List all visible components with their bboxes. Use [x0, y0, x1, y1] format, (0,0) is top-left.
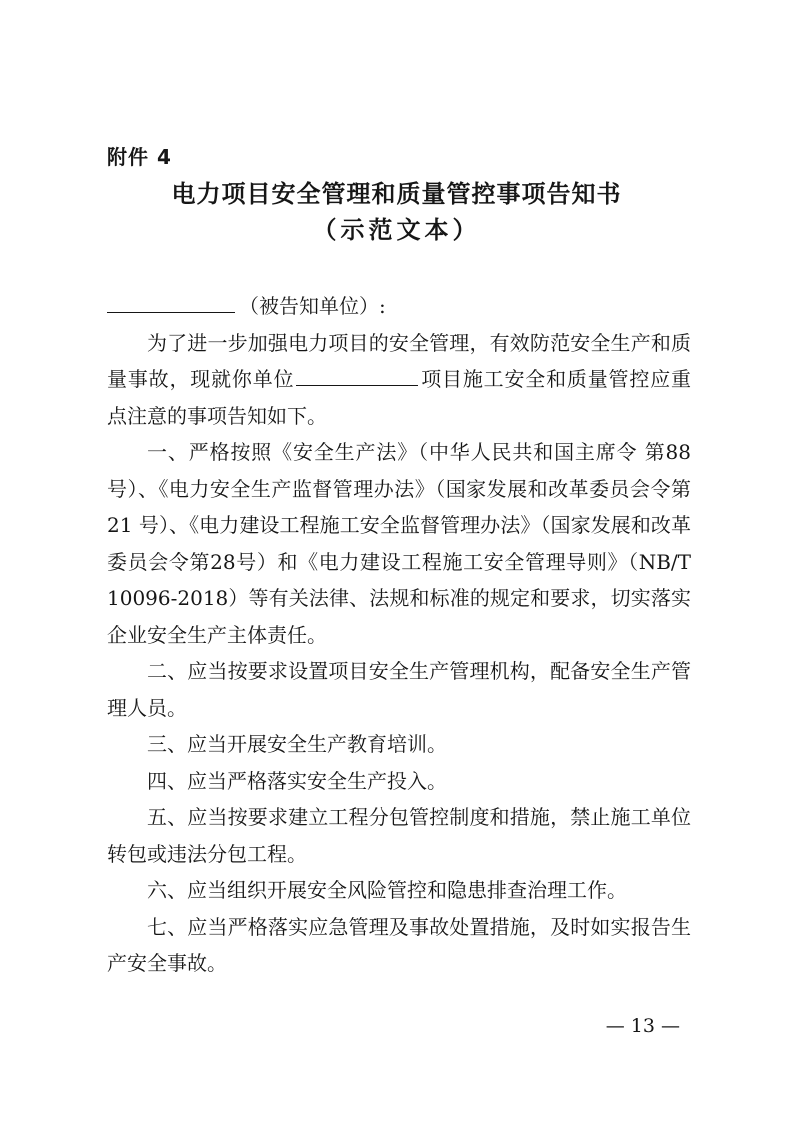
- recipient-blank: [107, 290, 235, 313]
- project-name-blank: [296, 363, 418, 386]
- intro-part2: 项目施工安全和质量管控应重点注意的事项告知如下。: [107, 367, 692, 428]
- document-subtitle: （示范文本）: [312, 216, 481, 244]
- item-paragraph-4: 四、应当严格落实安全生产投入。: [147, 768, 447, 793]
- item-paragraph-3: 三、应当开展安全生产教育培训。: [147, 732, 447, 756]
- salutation-line: [107, 288, 691, 325]
- salutation-suffix: （被告知单位）:: [239, 294, 386, 318]
- intro-paragraph: [107, 325, 691, 435]
- document-title: 电力项目安全管理和质量管控事项告知书: [171, 180, 622, 208]
- intro-part1: 为了进一步加强电力项目的安全管理，有效防范安全生产和质量事故，现就你单位: [107, 330, 691, 391]
- item-paragraph-6: 六、应当组织开展安全风险管控和隐患排查治理工作。: [147, 878, 627, 902]
- item-paragraph-2: 二、应当按要求设置项目安全生产管理机构，配备安全生产管理人员。: [107, 659, 691, 720]
- document-body: [107, 288, 691, 982]
- page-number: — 13 —: [605, 1015, 680, 1037]
- item-paragraph-5: 五、应当按要求建立工程分包管控制度和措施，禁止施工单位转包或违法分包工程。: [107, 805, 691, 866]
- item-paragraph-7: 七、应当严格落实应急管理及事故处置措施，及时如实报告生产安全事故。: [107, 914, 691, 975]
- attachment-label: 附件 4: [107, 145, 172, 169]
- item-paragraph-1: 一、严格按照《安全生产法》（中华人民共和国主席令 第88号）、《电力安全生产监督管理办法》（国家发展和改革委员会令第 21 号）、《电力建设工程施工安全监督管理办法》（国家发展和改革委员会令第28号）和《电力建设工程施工安全管理导则》（NB/T 10096-2018）等有关法律、法规和标准的规定和要求，切实落实企业安全生产主体责任。: [107, 440, 691, 647]
